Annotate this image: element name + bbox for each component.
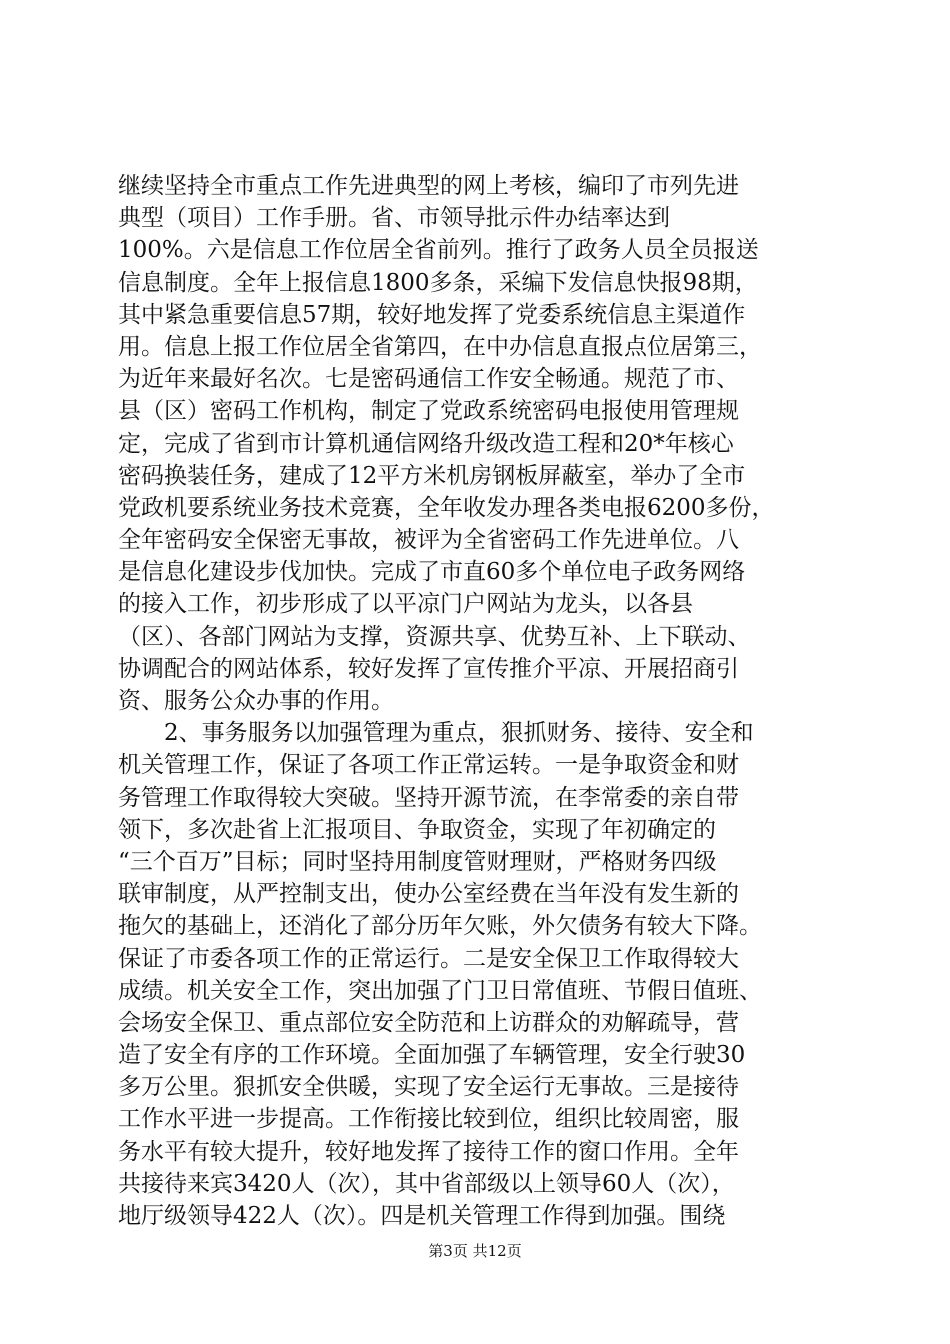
text-line: 造了安全有序的工作环境。全面加强了车辆管理，安全行驶30 (118, 1042, 746, 1069)
text-line: 成绩。机关安全工作，突出加强了门卫日常值班、节假日值班、 (118, 977, 762, 1004)
text-line: 密码换装任务，建成了12平方米机房钢板屏蔽室，举办了全市 (118, 462, 746, 489)
text-line: 工作水平进一步提高。工作衔接比较到位，组织比较周密，服 (118, 1106, 739, 1133)
text-line: 全年密码安全保密无事故，被评为全省密码工作先进单位。八 (118, 527, 739, 554)
text-line: 典型（项目）工作手册。省、市领导批示件办结率达到 (118, 205, 670, 232)
text-line: （区）、各部门网站为支撑，资源共享、优势互补、上下联动、 (118, 623, 751, 650)
text-line: 县（区）密码工作机构，制定了党政系统密码电报使用管理规 (118, 398, 739, 425)
body-text (118, 170, 834, 1232)
text-line: 信息制度。全年上报信息1800多条，采编下发信息快报98期， (118, 269, 758, 296)
text-line: 党政机要系统业务技术竞赛，全年收发办理各类电报6200多份， (118, 494, 775, 521)
text-line: 为近年来最好名次。七是密码通信工作安全畅通。规范了市、 (118, 366, 739, 393)
text-line: 是信息化建设步伐加快。完成了市直60多个单位电子政务网络 (118, 559, 746, 586)
text-line: 领下，多次赴省上汇报项目、争取资金，实现了年初确定的 (118, 816, 716, 843)
text-line: 机关管理工作，保证了各项工作正常运转。一是争取资金和财 (118, 752, 739, 779)
page-footer: 第3页 共12页 (428, 1242, 522, 1260)
text-line: 的接入工作，初步形成了以平凉门户网站为龙头，以各县 (118, 591, 693, 618)
text-line: 继续坚持全市重点工作先进典型的网上考核，编印了市列先进 (118, 173, 739, 199)
text-line: 地厅级领导422人（次）。四是机关管理工作得到加强。围绕 (118, 1203, 726, 1229)
text-line: 协调配合的网站体系，较好发挥了宣传推介平凉、开展招商引 (118, 655, 739, 682)
text-line: 共接待来宾3420人（次），其中省部级以上领导60人（次）， (118, 1170, 735, 1197)
text-line: 其中紧急重要信息57期，较好地发挥了党委系统信息主渠道作 (118, 301, 746, 328)
text-line: 100%。六是信息工作位居全省前列。推行了政务人员全员报送 (118, 237, 759, 264)
text-line: 务管理工作取得较大突破。坚持开源节流，在李常委的亲自带 (118, 784, 739, 811)
text-line: “三个百万”目标；同时坚持用制度管财理财，严格财务四级 (118, 848, 717, 875)
text-line: 联审制度，从严控制支出，使办公室经费在当年没有发生新的 (118, 881, 739, 908)
text-line: 2、事务服务以加强管理为重点，狠抓财务、接待、安全和 (118, 720, 754, 747)
text-line: 会场安全保卫、重点部位安全防范和上访群众的劝解疏导，营 (118, 1009, 739, 1036)
text-line: 定，完成了省到市计算机通信网络升级改造工程和20*年核心 (118, 430, 734, 457)
text-line: 多万公里。狠抓安全供暖，实现了安全运行无事故。三是接待 (118, 1074, 739, 1101)
text-line: 拖欠的基础上，还消化了部分历年欠账，外欠债务有较大下降。 (118, 913, 762, 940)
text-line: 资、服务公众办事的作用。 (118, 688, 394, 714)
text-line: 用。信息上报工作位居全省第四，在中办信息直报点位居第三， (118, 333, 762, 360)
text-line: 保证了市委各项工作的正常运行。二是安全保卫工作取得较大 (118, 945, 739, 972)
text-line: 务水平有较大提升，较好地发挥了接待工作的窗口作用。全年 (118, 1138, 739, 1165)
